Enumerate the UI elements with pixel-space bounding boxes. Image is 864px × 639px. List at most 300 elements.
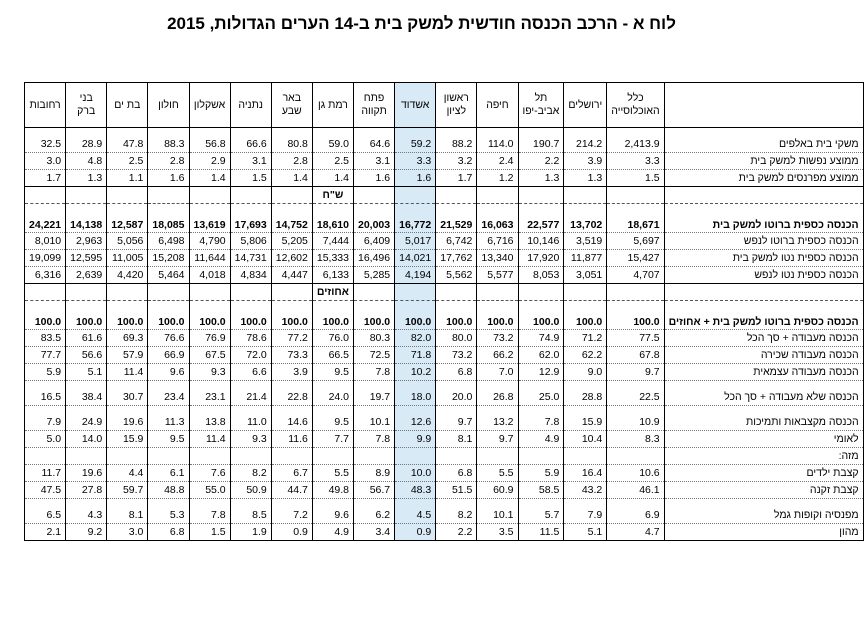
cell-value: 8.9	[354, 465, 395, 482]
row-label: קצבת זקנה	[664, 482, 863, 499]
empty-cell	[436, 284, 477, 301]
cell-value: 3.0	[107, 524, 148, 541]
cell-value: 18,085	[148, 204, 189, 233]
row-label: מהון	[664, 524, 863, 541]
empty-cell	[312, 381, 353, 390]
empty-cell	[436, 381, 477, 390]
cell-value: 1.2	[477, 170, 518, 187]
cell-value: 6,716	[477, 233, 518, 250]
cell-value: 6.5	[25, 507, 66, 524]
cell-value: 8.1	[107, 507, 148, 524]
cell-value: 4.9	[312, 524, 353, 541]
cell-value: 9.3	[230, 431, 271, 448]
section-row	[25, 187, 864, 204]
cell-value: 7.7	[312, 431, 353, 448]
cell-value: 6.6	[230, 364, 271, 381]
cell-value: 16.5	[25, 389, 66, 406]
cell-value: 82.0	[395, 330, 436, 347]
empty-cell	[564, 448, 607, 465]
cell-value: 56.6	[66, 347, 107, 364]
cell-value: 11.5	[518, 524, 564, 541]
cell-value: 4.9	[518, 431, 564, 448]
cell-value: 77.7	[25, 347, 66, 364]
cell-value: 9.7	[436, 414, 477, 431]
cell-value: 3.2	[436, 153, 477, 170]
cell-value: 4.3	[66, 507, 107, 524]
cell-value: 14,021	[395, 250, 436, 267]
cell-value: 17,693	[230, 204, 271, 233]
cell-value: 1.6	[148, 170, 189, 187]
cell-value: 7.8	[354, 431, 395, 448]
column-header: אשדוד	[395, 83, 436, 128]
cell-value: 7.8	[354, 364, 395, 381]
cell-value: 32.5	[25, 136, 66, 153]
cell-value: 18,610	[312, 204, 353, 233]
empty-cell	[395, 128, 436, 137]
empty-cell	[395, 381, 436, 390]
cell-value: 66.6	[230, 136, 271, 153]
empty-cell	[230, 406, 271, 415]
cell-value: 1.3	[66, 170, 107, 187]
empty-cell	[189, 499, 230, 508]
empty-cell	[189, 284, 230, 301]
cell-value: 6.2	[354, 507, 395, 524]
empty-cell	[148, 448, 189, 465]
cell-value: 67.5	[189, 347, 230, 364]
cell-value: 83.5	[25, 330, 66, 347]
cell-value: 5.1	[66, 364, 107, 381]
cell-value: 76.9	[189, 330, 230, 347]
cell-value: 22.5	[607, 389, 664, 406]
section-title: אחוזים	[312, 284, 353, 301]
empty-cell	[477, 448, 518, 465]
cell-value: 66.9	[148, 347, 189, 364]
column-header: בת ים	[107, 83, 148, 128]
cell-value: 2.2	[518, 153, 564, 170]
empty-cell	[107, 284, 148, 301]
row-label: לאומי	[664, 431, 863, 448]
empty-cell	[354, 381, 395, 390]
table-title: לוח א - הרכב הכנסה חודשית למשק בית ב-14 הערים הגדולות, 2015	[167, 14, 676, 33]
empty-cell	[664, 128, 863, 137]
cell-value: 55.0	[189, 482, 230, 499]
empty-cell	[66, 499, 107, 508]
cell-value: 10.2	[395, 364, 436, 381]
cell-value: 69.3	[107, 330, 148, 347]
empty-cell	[312, 499, 353, 508]
cell-value: 7.9	[25, 414, 66, 431]
empty-cell	[564, 187, 607, 204]
cell-value: 6.8	[436, 465, 477, 482]
cell-value: 28.8	[564, 389, 607, 406]
empty-cell	[395, 448, 436, 465]
spacer-row	[25, 448, 864, 465]
row-label: הכנסה כספית נטו לנפש	[664, 267, 863, 284]
cell-value: 1.4	[271, 170, 312, 187]
cell-value: 23.4	[148, 389, 189, 406]
empty-cell	[148, 187, 189, 204]
cell-value: 49.8	[312, 482, 353, 499]
cell-value: 6,742	[436, 233, 477, 250]
cell-value: 62.0	[518, 347, 564, 364]
cell-value: 22,577	[518, 204, 564, 233]
cell-value: 6.1	[148, 465, 189, 482]
cell-value: 5,464	[148, 267, 189, 284]
cell-value: 62.2	[564, 347, 607, 364]
empty-cell	[395, 499, 436, 508]
column-header: חולון	[148, 83, 189, 128]
cell-value: 3.4	[354, 524, 395, 541]
empty-cell	[477, 128, 518, 137]
table-row	[25, 301, 864, 330]
empty-cell	[25, 448, 66, 465]
cell-value: 77.5	[607, 330, 664, 347]
empty-cell	[436, 499, 477, 508]
spacer-row	[25, 406, 864, 415]
empty-cell	[354, 499, 395, 508]
cell-value: 48.8	[148, 482, 189, 499]
cell-value: 1.6	[354, 170, 395, 187]
cell-value: 66.5	[312, 347, 353, 364]
cell-value: 50.9	[230, 482, 271, 499]
empty-cell	[271, 284, 312, 301]
cell-value: 22.8	[271, 389, 312, 406]
cell-value: 17,920	[518, 250, 564, 267]
cell-value: 9.6	[148, 364, 189, 381]
cell-value: 5.5	[477, 465, 518, 482]
cell-value: 4.7	[607, 524, 664, 541]
table-row	[25, 267, 864, 284]
empty-cell	[25, 284, 66, 301]
cell-value: 18.0	[395, 389, 436, 406]
cell-value: 100.0	[230, 301, 271, 330]
row-label: הכנסה כספית ברוטו למשק בית	[664, 204, 863, 233]
cell-value: 14,731	[230, 250, 271, 267]
empty-cell	[230, 448, 271, 465]
row-label: הכנסה מעבודה + סך הכל	[664, 330, 863, 347]
empty-cell	[189, 448, 230, 465]
cell-value: 5,056	[107, 233, 148, 250]
table-row	[25, 204, 864, 233]
cell-value: 4,790	[189, 233, 230, 250]
cell-value: 15,333	[312, 250, 353, 267]
empty-cell	[271, 499, 312, 508]
cell-value: 44.7	[271, 482, 312, 499]
row-label: הכנסה כספית ברוטו לנפש	[664, 233, 863, 250]
row-label: הכנסה שלא מעבודה + סך הכל	[664, 389, 863, 406]
empty-cell	[107, 499, 148, 508]
cell-value: 17,762	[436, 250, 477, 267]
cell-value: 27.8	[66, 482, 107, 499]
cell-value: 12.9	[518, 364, 564, 381]
cell-value: 9.7	[477, 431, 518, 448]
cell-value: 3.9	[271, 364, 312, 381]
empty-cell	[148, 284, 189, 301]
cell-value: 14,752	[271, 204, 312, 233]
empty-cell	[107, 187, 148, 204]
cell-value: 59.7	[107, 482, 148, 499]
empty-cell	[66, 128, 107, 137]
cell-value: 16,063	[477, 204, 518, 233]
cell-value: 7.6	[189, 465, 230, 482]
empty-cell	[107, 381, 148, 390]
empty-cell	[66, 187, 107, 204]
cell-value: 1.4	[189, 170, 230, 187]
spacer-row	[25, 128, 864, 137]
cell-value: 8.1	[436, 431, 477, 448]
cell-value: 38.4	[66, 389, 107, 406]
empty-cell	[271, 381, 312, 390]
cell-value: 6,409	[354, 233, 395, 250]
cell-value: 73.2	[477, 330, 518, 347]
empty-cell	[107, 448, 148, 465]
empty-cell	[354, 448, 395, 465]
cell-value: 2,963	[66, 233, 107, 250]
cell-value: 5.3	[148, 507, 189, 524]
empty-cell	[271, 187, 312, 204]
cell-value: 1.7	[436, 170, 477, 187]
cell-value: 28.9	[66, 136, 107, 153]
cell-value: 16.4	[564, 465, 607, 482]
table-row	[25, 465, 864, 482]
cell-value: 5,562	[436, 267, 477, 284]
empty-cell	[477, 284, 518, 301]
cell-value: 100.0	[312, 301, 353, 330]
empty-cell	[107, 128, 148, 137]
empty-cell	[230, 499, 271, 508]
cell-value: 5,577	[477, 267, 518, 284]
cell-value: 2.5	[107, 153, 148, 170]
cell-value: 21.4	[230, 389, 271, 406]
cell-value: 19.6	[66, 465, 107, 482]
empty-cell	[477, 499, 518, 508]
empty-cell	[395, 187, 436, 204]
empty-cell	[395, 406, 436, 415]
cell-value: 25.0	[518, 389, 564, 406]
empty-cell	[607, 448, 664, 465]
cell-value: 19,099	[25, 250, 66, 267]
empty-cell	[664, 499, 863, 508]
cell-value: 9.2	[66, 524, 107, 541]
row-label: מפנסיה וקופות גמל	[664, 507, 863, 524]
cell-value: 66.2	[477, 347, 518, 364]
cell-value: 6,133	[312, 267, 353, 284]
cell-value: 100.0	[25, 301, 66, 330]
cell-value: 1.5	[189, 524, 230, 541]
cell-value: 100.0	[395, 301, 436, 330]
cell-value: 9.0	[564, 364, 607, 381]
cell-value: 73.2	[436, 347, 477, 364]
cell-value: 1.6	[395, 170, 436, 187]
cell-value: 18,671	[607, 204, 664, 233]
cell-value: 14,138	[66, 204, 107, 233]
cell-value: 2.4	[477, 153, 518, 170]
cell-value: 76.0	[312, 330, 353, 347]
cell-value: 60.9	[477, 482, 518, 499]
cell-value: 5,697	[607, 233, 664, 250]
empty-cell	[607, 499, 664, 508]
cell-value: 6,316	[25, 267, 66, 284]
cell-value: 100.0	[271, 301, 312, 330]
cell-value: 24,221	[25, 204, 66, 233]
cell-value: 9.3	[189, 364, 230, 381]
cell-value: 24.9	[66, 414, 107, 431]
empty-cell	[436, 128, 477, 137]
cell-value: 4,707	[607, 267, 664, 284]
cell-value: 0.9	[395, 524, 436, 541]
row-label: הכנסה מעבודה עצמאית	[664, 364, 863, 381]
cell-value: 100.0	[354, 301, 395, 330]
cell-value: 214.2	[564, 136, 607, 153]
empty-cell	[148, 128, 189, 137]
cell-value: 4,194	[395, 267, 436, 284]
cell-value: 100.0	[607, 301, 664, 330]
empty-cell	[66, 284, 107, 301]
table-row	[25, 389, 864, 406]
empty-cell	[271, 128, 312, 137]
column-header: באר שבע	[271, 83, 312, 128]
column-header: רחובות	[25, 83, 66, 128]
cell-value: 14.0	[66, 431, 107, 448]
cell-value: 16,496	[354, 250, 395, 267]
cell-value: 24.0	[312, 389, 353, 406]
empty-cell	[436, 406, 477, 415]
empty-cell	[354, 187, 395, 204]
row-label: הכנסה כספית ברוטו למשק בית + אחוזים	[664, 301, 863, 330]
row-label: ממוצע נפשות למשק בית	[664, 153, 863, 170]
cell-value: 6.8	[436, 364, 477, 381]
table-row	[25, 364, 864, 381]
cell-value: 100.0	[477, 301, 518, 330]
cell-value: 11,644	[189, 250, 230, 267]
cell-value: 6.8	[148, 524, 189, 541]
empty-cell	[477, 381, 518, 390]
cell-value: 6.7	[271, 465, 312, 482]
cell-value: 21,529	[436, 204, 477, 233]
header-corner	[664, 83, 863, 128]
cell-value: 11.7	[25, 465, 66, 482]
empty-cell	[354, 406, 395, 415]
cell-value: 7.0	[477, 364, 518, 381]
cell-value: 15,208	[148, 250, 189, 267]
empty-cell	[607, 187, 664, 204]
table-row	[25, 347, 864, 364]
column-header: ראשון לציון	[436, 83, 477, 128]
column-header: חיפה	[477, 83, 518, 128]
column-header: בני ברק	[66, 83, 107, 128]
empty-cell	[271, 448, 312, 465]
cell-value: 4.5	[395, 507, 436, 524]
cell-value: 13,619	[189, 204, 230, 233]
cell-value: 5,806	[230, 233, 271, 250]
spacer-row	[25, 499, 864, 508]
cell-value: 10.9	[607, 414, 664, 431]
cell-value: 12,587	[107, 204, 148, 233]
empty-cell	[564, 381, 607, 390]
cell-value: 26.8	[477, 389, 518, 406]
cell-value: 9.9	[395, 431, 436, 448]
table-row	[25, 431, 864, 448]
table-row	[25, 170, 864, 187]
cell-value: 7.9	[564, 507, 607, 524]
cell-value: 1.5	[230, 170, 271, 187]
cell-value: 5.5	[312, 465, 353, 482]
cell-value: 56.8	[189, 136, 230, 153]
cell-value: 15.9	[107, 431, 148, 448]
empty-cell	[354, 284, 395, 301]
empty-cell	[518, 406, 564, 415]
column-header: פתח תקווה	[354, 83, 395, 128]
empty-cell	[25, 406, 66, 415]
cell-value: 2.8	[148, 153, 189, 170]
cell-value: 72.0	[230, 347, 271, 364]
empty-cell	[518, 187, 564, 204]
empty-cell	[664, 284, 863, 301]
cell-value: 190.7	[518, 136, 564, 153]
cell-value: 11.3	[148, 414, 189, 431]
cell-value: 5,017	[395, 233, 436, 250]
cell-value: 46.1	[607, 482, 664, 499]
empty-cell	[271, 406, 312, 415]
empty-cell	[230, 381, 271, 390]
cell-value: 64.6	[354, 136, 395, 153]
cell-value: 100.0	[518, 301, 564, 330]
cell-value: 51.5	[436, 482, 477, 499]
column-header: ירושלים	[564, 83, 607, 128]
cell-value: 5,205	[271, 233, 312, 250]
empty-cell	[189, 187, 230, 204]
cell-value: 9.5	[312, 414, 353, 431]
cell-value: 2.2	[436, 524, 477, 541]
empty-cell	[664, 406, 863, 415]
cell-value: 8.3	[607, 431, 664, 448]
empty-cell	[518, 128, 564, 137]
table-row	[25, 250, 864, 267]
cell-value: 59.2	[395, 136, 436, 153]
cell-value: 100.0	[148, 301, 189, 330]
empty-cell	[189, 128, 230, 137]
table-row	[25, 136, 864, 153]
cell-value: 71.2	[564, 330, 607, 347]
cell-value: 15.9	[564, 414, 607, 431]
cell-value: 88.2	[436, 136, 477, 153]
spacer-row	[25, 381, 864, 390]
cell-value: 59.0	[312, 136, 353, 153]
cell-value: 2.5	[312, 153, 353, 170]
cell-value: 10,146	[518, 233, 564, 250]
cell-value: 100.0	[564, 301, 607, 330]
cell-value: 13.8	[189, 414, 230, 431]
cell-value: 5.1	[564, 524, 607, 541]
cell-value: 7.8	[189, 507, 230, 524]
cell-value: 12.6	[395, 414, 436, 431]
cell-value: 3.3	[395, 153, 436, 170]
cell-value: 11.4	[189, 431, 230, 448]
empty-cell	[477, 187, 518, 204]
cell-value: 4,834	[230, 267, 271, 284]
table-row	[25, 330, 864, 347]
empty-cell	[518, 284, 564, 301]
cell-value: 2,639	[66, 267, 107, 284]
empty-cell	[518, 499, 564, 508]
cell-value: 100.0	[107, 301, 148, 330]
cell-value: 72.5	[354, 347, 395, 364]
cell-value: 1.1	[107, 170, 148, 187]
cell-value: 1.3	[564, 170, 607, 187]
empty-cell	[66, 381, 107, 390]
empty-cell	[607, 128, 664, 137]
empty-cell	[436, 448, 477, 465]
